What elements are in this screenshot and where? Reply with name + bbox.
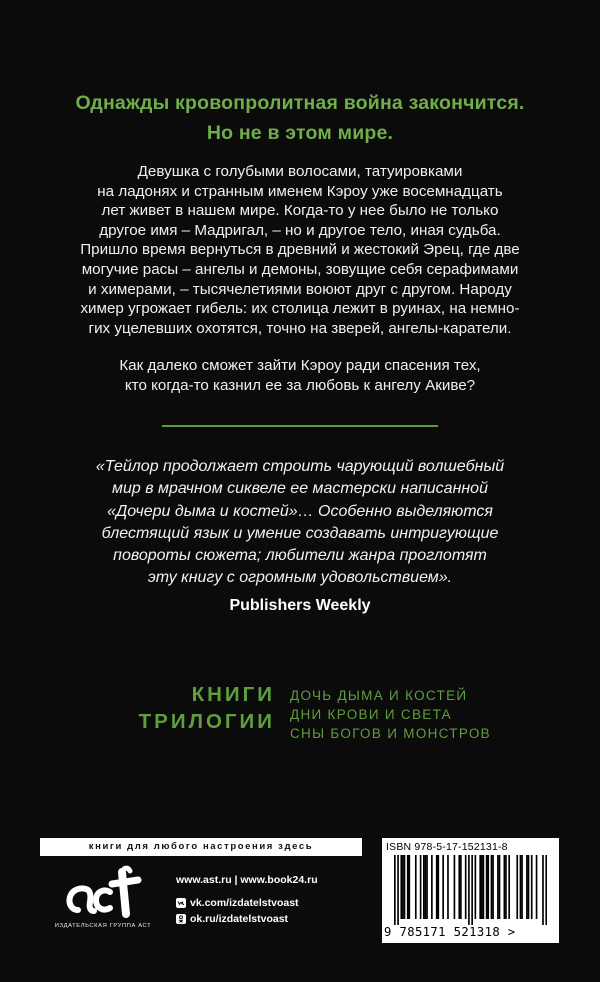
barcode-bar <box>465 855 467 919</box>
barcode-bar <box>526 855 528 919</box>
quote-line: мир в мрачном сиквеле ее мастерски написанной <box>112 480 488 498</box>
description-line: Девушка с голубыми волосами, татуировками <box>137 163 463 180</box>
barcode-bar <box>536 855 538 919</box>
description-line: химер угрожает гибель: их столица лежит в руинах, на немно- <box>80 300 520 318</box>
divider <box>162 425 438 427</box>
question-line: кто когда-то казнил ее за любовь к ангелу Акиве? <box>124 376 476 394</box>
barcode-bar <box>499 855 501 919</box>
tagline-line-1: Однажды кровопролитная война закончится. <box>75 92 525 114</box>
web-links[interactable]: www.ast.ru | www.book24.ru <box>176 874 318 886</box>
description-line: другое имя – Мадригал, – но и другое тело, иная судьба. <box>99 221 501 239</box>
barcode-bar <box>402 855 404 919</box>
trilogy-book-title: ДНИ КРОВИ И СВЕТА <box>290 707 452 722</box>
tagline <box>0 88 600 148</box>
barcode-bar <box>447 855 449 919</box>
barcode-bar <box>458 855 460 919</box>
publisher-logo <box>48 862 158 940</box>
description-line: на ладонях и странным именем Кэроу уже восемнадцать <box>97 182 503 200</box>
review-quote <box>40 456 560 590</box>
barcode-bar <box>491 855 493 919</box>
barcode-bar <box>479 855 481 919</box>
barcode-bar <box>400 855 402 919</box>
barcode-bar <box>475 855 477 919</box>
barcode-bar <box>516 855 518 919</box>
vk-icon <box>176 898 186 908</box>
barcode-bar <box>423 855 425 919</box>
quote-line: «Дочери дыма и костей»… Особенно выделяются <box>107 502 493 520</box>
barcode-bar <box>521 855 523 919</box>
barcode-bar <box>431 855 433 919</box>
quote-line: повороты сюжета; любители жанра проглотят <box>113 547 487 565</box>
trilogy-label <box>139 681 275 735</box>
barcode-bar <box>471 855 473 925</box>
vk-link[interactable]: vk.com/izdatelstvoast <box>190 897 299 909</box>
tagline-line-2: Но не в этом мире. <box>206 122 394 144</box>
quote-source: Publishers Weekly <box>229 597 371 614</box>
barcode-bar <box>520 855 522 919</box>
barcode-bar <box>528 855 530 919</box>
description-line: и химерами, – тысячелетиями воюют друг с другом. Народу <box>88 280 512 298</box>
publisher-slogan: книги для любого настроения здесь <box>40 838 362 856</box>
barcode-bar <box>468 855 470 925</box>
teaser-question <box>40 356 560 395</box>
barcode-bar <box>505 855 507 919</box>
barcode-bar <box>426 855 428 919</box>
isbn-label: ISBN 978-5-17-152131-8 <box>386 841 508 853</box>
barcode-bar <box>408 855 410 919</box>
barcode-bar <box>486 855 488 919</box>
description-line: гих уцелевших охотятся, точно на зверей, ангелы-каратели. <box>88 319 512 337</box>
barcode-bar <box>397 855 399 925</box>
barcode-bar <box>508 855 510 919</box>
barcode-bar <box>460 855 462 919</box>
barcode-bar <box>504 855 506 919</box>
publisher-links <box>176 874 318 927</box>
quote-line: «Тейлор продолжает строить чарующий волшебный <box>95 458 505 475</box>
ok-icon <box>176 914 186 924</box>
trilogy-book-list <box>290 686 491 743</box>
logo-caption: ИЗДАТЕЛЬСКАЯ ГРУППА АСТ <box>54 923 152 929</box>
ok-link-row[interactable] <box>176 911 318 927</box>
trilogy-book-title: СНЫ БОГОВ И МОНСТРОВ <box>290 726 491 741</box>
question-line: Как далеко сможет зайти Кэроу ради спасения тех, <box>119 357 481 374</box>
barcode-bar <box>415 855 417 919</box>
barcode-bar <box>483 855 485 919</box>
quote-line: блестящий язык и умение создавать интригующие <box>101 524 499 542</box>
quote-line: эту книгу с огромным удовольствием». <box>147 569 453 587</box>
book-description <box>40 162 560 338</box>
description-line: могучие расы – ангелы и демоны, зовущие себя серафимами <box>81 260 519 278</box>
barcode-bar <box>404 855 406 919</box>
barcode-bar <box>481 855 483 919</box>
barcode-bar <box>437 855 439 919</box>
isbn-barcode-box <box>382 838 559 943</box>
vk-link-row[interactable] <box>176 895 318 911</box>
barcode-icon <box>394 855 547 925</box>
barcode-bar <box>407 855 409 919</box>
barcode-bar <box>394 855 396 925</box>
ok-link[interactable]: ok.ru/izdatelstvoast <box>190 913 289 925</box>
barcode-bar <box>420 855 422 919</box>
barcode-bar <box>497 855 499 919</box>
trilogy-book-title: ДОЧЬ ДЫМА И КОСТЕЙ <box>290 688 468 703</box>
barcode-bar <box>531 855 533 919</box>
description-line: лет живет в нашем мире. Когда-то у нее было не только <box>101 202 499 220</box>
barcode-bar <box>442 855 444 919</box>
ast-logo-icon <box>48 862 158 922</box>
barcode-bar <box>545 855 547 925</box>
barcode-bar <box>492 855 494 919</box>
description-line: Пришло время вернуться в древний и жестокий Эрец, где две <box>80 241 520 259</box>
barcode-bar <box>425 855 427 919</box>
trilogy-label-line-1: КНИГИ <box>191 683 275 706</box>
barcode-bar <box>487 855 489 919</box>
barcode-bar <box>436 855 438 919</box>
trilogy-label-line-2: ТРИЛОГИИ <box>138 710 275 733</box>
barcode-bar <box>542 855 544 925</box>
isbn-digits: 9 785171 521318 > <box>384 925 516 939</box>
barcode-bar <box>454 855 456 919</box>
